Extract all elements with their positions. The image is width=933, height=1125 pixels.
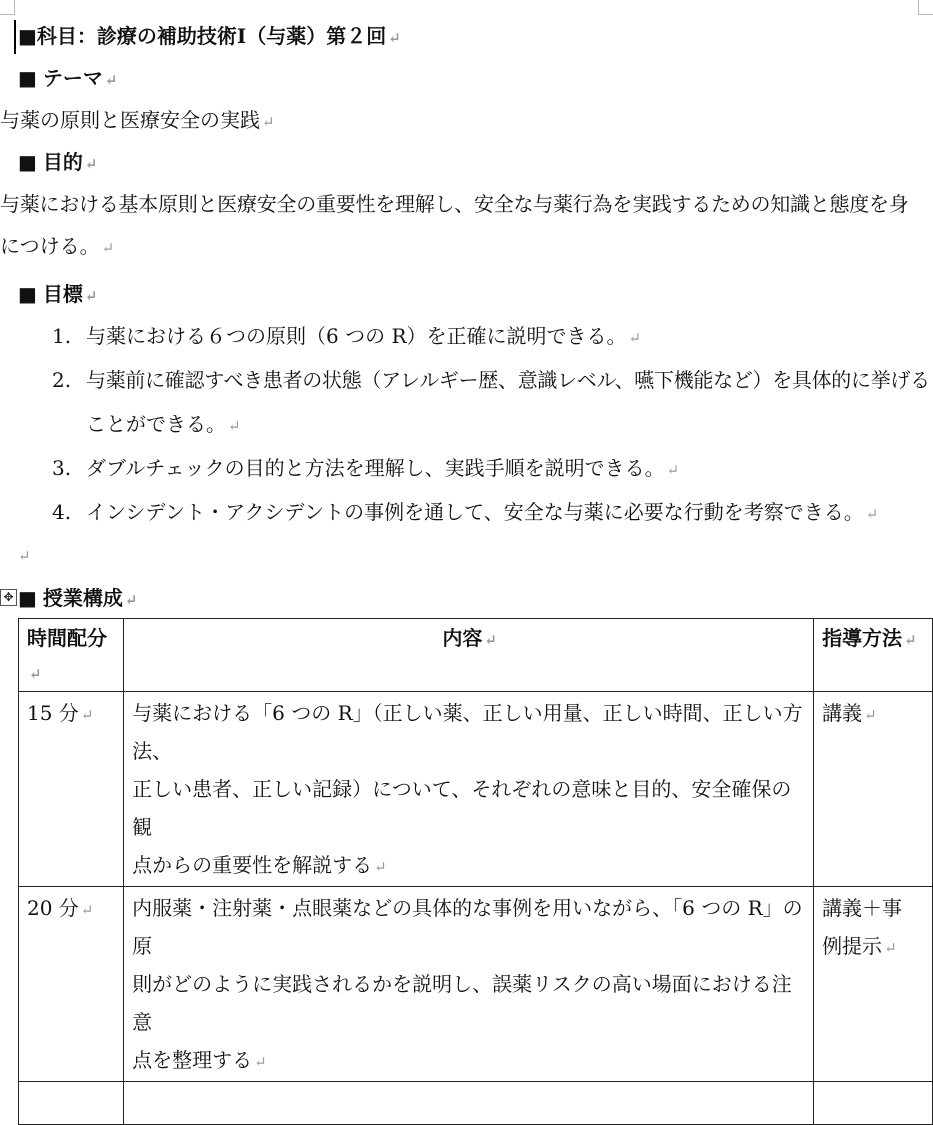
content-cell[interactable]: [124, 692, 814, 887]
subject-text: ■科目：診療の補助技術Ⅰ（与薬）第２回: [18, 24, 387, 48]
goal-text: [86, 322, 641, 352]
paragraph-mark: ↵: [80, 901, 94, 919]
structure-heading[interactable]: [18, 584, 137, 614]
goal-text: [86, 454, 679, 484]
content-cell[interactable]: [124, 887, 814, 1082]
square-bullet-icon: ■: [18, 66, 37, 90]
time-cell[interactable]: [19, 887, 124, 1082]
paragraph-mark: ↵: [84, 287, 98, 305]
paragraph-mark: ↵: [374, 858, 387, 876]
square-bullet-icon: ■: [18, 150, 37, 174]
content-line: 与薬における「6 つの R」（正しい薬、正しい用量、正しい時間、正しい方法、: [132, 701, 803, 763]
goal-text-line: 与薬前に確認すべき患者の状態（アレルギー歴、意識レベル、嚥下機能など）を具体的に挙げる: [86, 368, 930, 392]
paragraph-mark: ↵: [865, 505, 879, 523]
theme-heading-text: テーマ: [42, 66, 103, 90]
header-text: 内容: [442, 626, 483, 650]
method-text: 講義: [822, 701, 863, 725]
paragraph-mark: ↵: [864, 706, 877, 724]
content-cell[interactable]: [124, 1082, 814, 1125]
method-line: [822, 927, 926, 967]
paragraph-mark: ↵: [80, 706, 94, 724]
paragraph-mark: ↵: [628, 329, 642, 347]
purpose-body-line[interactable]: [0, 232, 114, 262]
paragraph-mark: ↵: [484, 631, 497, 649]
time-text: 20 分: [27, 896, 79, 920]
content-line: [132, 1041, 807, 1081]
method-cell[interactable]: [814, 1082, 933, 1125]
header-text: 指導方法: [822, 626, 903, 650]
header-cell-method[interactable]: [814, 619, 933, 692]
method-cell[interactable]: [814, 692, 933, 887]
content-line: [132, 846, 807, 886]
paragraph-mark: ↵: [262, 113, 275, 131]
header-cell-content[interactable]: [124, 619, 814, 692]
theme-heading[interactable]: [18, 64, 117, 94]
method-cell[interactable]: [814, 887, 933, 1082]
goals-heading-text: 目標: [42, 282, 83, 306]
paragraph-mark: ↵: [228, 417, 241, 435]
theme-body[interactable]: [0, 106, 275, 136]
content-line-text: 点からの重要性を解説する: [132, 853, 373, 877]
empty-paragraph[interactable]: [18, 540, 31, 570]
paragraph-mark: ↵: [101, 239, 115, 257]
square-bullet-icon: ■: [18, 586, 37, 610]
subject-line[interactable]: [18, 22, 401, 52]
goal-text: [86, 498, 878, 528]
structure-heading-text: 授業構成: [42, 586, 123, 610]
paragraph-mark: ↵: [884, 939, 897, 957]
content-line: 正しい患者、正しい記録）について、それぞれの意味と目的、安全確保の観: [132, 777, 792, 839]
lesson-structure-table: [18, 618, 933, 1125]
goal-text: [86, 410, 241, 440]
text-cursor: [14, 20, 16, 54]
paragraph-mark: ↵: [254, 1053, 267, 1071]
method-text: 例提示: [822, 934, 883, 958]
goal-text-line: インシデント・アクシデントの事例を通して、安全な与薬に必要な行動を考察できる。: [86, 500, 864, 524]
paragraph-mark: ↵: [904, 631, 917, 649]
purpose-heading[interactable]: [18, 148, 97, 178]
paragraph-mark: ↵: [104, 71, 118, 89]
goal-text-line: ダブルチェックの目的と方法を理解し、実践手順を説明できる。: [86, 456, 665, 480]
table-move-handle-icon[interactable]: ✥: [0, 589, 17, 606]
time-cell[interactable]: [19, 1082, 124, 1125]
table-header-row: [19, 619, 933, 692]
paragraph-mark: ↵: [388, 29, 401, 47]
content-line: 内服薬・注射薬・点眼薬などの具体的な事例を用いながら、「6 つの R」の原: [132, 896, 803, 958]
time-text: 15 分: [27, 701, 79, 725]
content-line: 則がどのように実践されるかを説明し、誤薬リスクの高い場面における注意: [132, 972, 792, 1034]
goal-number: 2.: [52, 368, 72, 392]
goal-text-line: 与薬における６つの原則（6 つの R）を正確に説明できる。: [86, 324, 627, 348]
time-cell[interactable]: [19, 692, 124, 887]
theme-body-text: 与薬の原則と医療安全の実践: [0, 108, 260, 132]
paragraph-mark: ↵: [124, 591, 138, 609]
paragraph-mark: ↵: [29, 665, 42, 683]
page-corner-mark: [0, 0, 15, 15]
purpose-body-text: につける。: [0, 234, 100, 258]
header-text: 時間配分: [27, 626, 107, 650]
method-text: 講義＋事: [822, 896, 903, 920]
table-row: [19, 692, 933, 887]
square-bullet-icon: ■: [18, 282, 37, 306]
purpose-heading-text: 目的: [42, 150, 83, 174]
purpose-body-text: 与薬における基本原則と医療安全の重要性を理解し、安全な与薬行為を実践するための知識と態度を身: [0, 192, 909, 216]
paragraph-mark: ↵: [18, 547, 31, 565]
page-corner-mark: [918, 0, 933, 15]
header-cell-time[interactable]: [19, 619, 124, 692]
table-row: [19, 887, 933, 1082]
goal-number: 1.: [52, 324, 72, 348]
paragraph-mark: ↵: [666, 461, 680, 479]
paragraph-mark: ↵: [84, 155, 98, 173]
goal-number: 4.: [52, 500, 72, 524]
content-line-text: 点を整理する: [132, 1048, 253, 1072]
table-row: [19, 1082, 933, 1125]
goal-number: 3.: [52, 456, 72, 480]
goals-heading[interactable]: [18, 280, 97, 310]
goal-text-line: ことができる。: [86, 412, 226, 436]
purpose-body-line[interactable]: [0, 190, 909, 218]
